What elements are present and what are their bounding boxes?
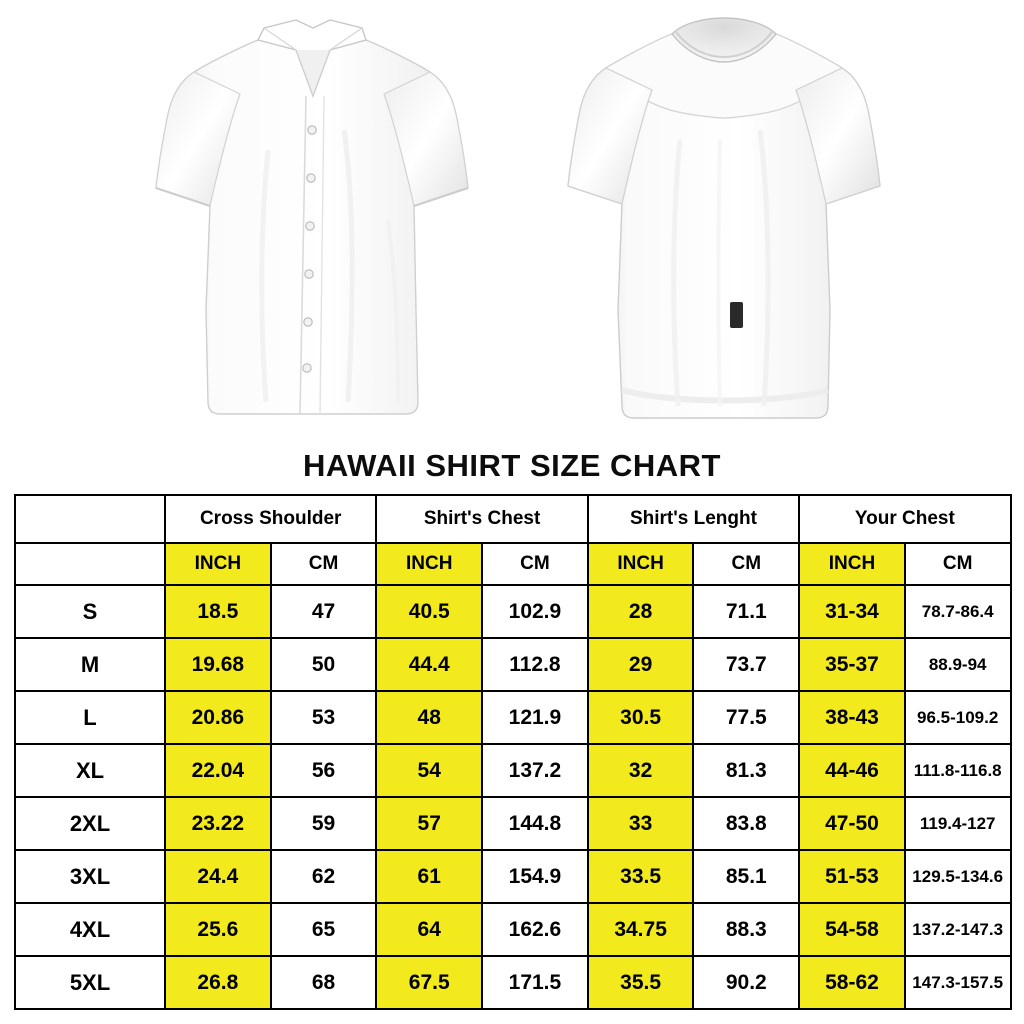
cell-cross-shoulder-cm: 56	[271, 744, 377, 797]
unit-cross-shoulder-inch: INCH	[165, 543, 271, 585]
cell-cross-shoulder-inch: 23.22	[165, 797, 271, 850]
cell-shirts-chest-cm: 121.9	[482, 691, 588, 744]
table-row	[15, 691, 1011, 744]
cell-cross-shoulder-cm: 62	[271, 850, 377, 903]
size-chart-table	[14, 494, 1012, 1010]
cell-cross-shoulder-cm: 47	[271, 585, 377, 638]
cell-your-chest-cm: 88.9-94	[905, 638, 1011, 691]
header-your-chest: Your Chest	[799, 495, 1010, 543]
table-unit-header-row	[15, 543, 1011, 585]
cell-cross-shoulder-inch: 18.5	[165, 585, 271, 638]
unit-shirts-length-cm: CM	[693, 543, 799, 585]
cell-cross-shoulder-inch: 25.6	[165, 903, 271, 956]
cell-shirts-length-inch: 35.5	[588, 956, 694, 1009]
cell-cross-shoulder-inch: 22.04	[165, 744, 271, 797]
table-row	[15, 850, 1011, 903]
cell-shirts-chest-cm: 162.6	[482, 903, 588, 956]
cell-shirts-length-inch: 30.5	[588, 691, 694, 744]
header-shirts-length: Shirt's Lenght	[588, 495, 799, 543]
cell-your-chest-inch: 44-46	[799, 744, 905, 797]
table-row	[15, 585, 1011, 638]
cell-cross-shoulder-cm: 50	[271, 638, 377, 691]
cell-your-chest-inch: 31-34	[799, 585, 905, 638]
cell-shirts-chest-inch: 44.4	[376, 638, 482, 691]
cell-shirts-length-inch: 32	[588, 744, 694, 797]
header-cross-shoulder: Cross Shoulder	[165, 495, 376, 543]
cell-your-chest-inch: 54-58	[799, 903, 905, 956]
cell-shirts-chest-inch: 67.5	[376, 956, 482, 1009]
cell-your-chest-cm: 119.4-127	[905, 797, 1011, 850]
cell-your-chest-cm: 137.2-147.3	[905, 903, 1011, 956]
cell-your-chest-inch: 35-37	[799, 638, 905, 691]
cell-shirts-chest-inch: 57	[376, 797, 482, 850]
page-title: HAWAII SHIRT SIZE CHART	[303, 448, 721, 483]
cell-your-chest-inch: 47-50	[799, 797, 905, 850]
header-corner-cell	[15, 495, 165, 543]
cell-shirts-length-cm: 71.1	[693, 585, 799, 638]
cell-your-chest-cm: 78.7-86.4	[905, 585, 1011, 638]
cell-shirts-length-cm: 88.3	[693, 903, 799, 956]
cell-your-chest-cm: 129.5-134.6	[905, 850, 1011, 903]
cell-cross-shoulder-cm: 68	[271, 956, 377, 1009]
table-row	[15, 638, 1011, 691]
shirt-front-image	[148, 10, 478, 430]
table-row	[15, 744, 1011, 797]
size-chart-table-wrap	[0, 494, 1024, 1010]
cell-cross-shoulder-cm: 53	[271, 691, 377, 744]
cell-shirts-length-inch: 29	[588, 638, 694, 691]
cell-shirts-chest-inch: 61	[376, 850, 482, 903]
cell-your-chest-cm: 147.3-157.5	[905, 956, 1011, 1009]
cell-shirts-length-cm: 90.2	[693, 956, 799, 1009]
unit-your-chest-inch: INCH	[799, 543, 905, 585]
unit-shirts-chest-inch: INCH	[376, 543, 482, 585]
cell-your-chest-cm: 111.8-116.8	[905, 744, 1011, 797]
shirt-illustrations	[0, 0, 1024, 446]
cell-shirts-length-inch: 34.75	[588, 903, 694, 956]
row-size-label: 5XL	[15, 956, 165, 1009]
cell-shirts-length-cm: 85.1	[693, 850, 799, 903]
table-row	[15, 903, 1011, 956]
row-size-label: M	[15, 638, 165, 691]
cell-shirts-chest-inch: 48	[376, 691, 482, 744]
unit-your-chest-cm: CM	[905, 543, 1011, 585]
unit-shirts-length-inch: INCH	[588, 543, 694, 585]
cell-cross-shoulder-inch: 20.86	[165, 691, 271, 744]
cell-shirts-chest-inch: 54	[376, 744, 482, 797]
cell-cross-shoulder-inch: 19.68	[165, 638, 271, 691]
cell-shirts-length-cm: 73.7	[693, 638, 799, 691]
cell-cross-shoulder-inch: 24.4	[165, 850, 271, 903]
cell-shirts-chest-cm: 112.8	[482, 638, 588, 691]
cell-your-chest-inch: 51-53	[799, 850, 905, 903]
row-size-label: 4XL	[15, 903, 165, 956]
cell-cross-shoulder-inch: 26.8	[165, 956, 271, 1009]
cell-cross-shoulder-cm: 65	[271, 903, 377, 956]
table-row	[15, 956, 1011, 1009]
unit-shirts-chest-cm: CM	[482, 543, 588, 585]
cell-shirts-chest-cm: 144.8	[482, 797, 588, 850]
cell-shirts-length-cm: 83.8	[693, 797, 799, 850]
cell-shirts-chest-inch: 40.5	[376, 585, 482, 638]
unit-corner-cell	[15, 543, 165, 585]
cell-cross-shoulder-cm: 59	[271, 797, 377, 850]
table-group-header-row	[15, 495, 1011, 543]
shirt-back-image	[560, 10, 890, 430]
cell-shirts-chest-inch: 64	[376, 903, 482, 956]
cell-shirts-length-inch: 33.5	[588, 850, 694, 903]
cell-your-chest-cm: 96.5-109.2	[905, 691, 1011, 744]
cell-your-chest-inch: 58-62	[799, 956, 905, 1009]
row-size-label: 3XL	[15, 850, 165, 903]
cell-shirts-length-inch: 33	[588, 797, 694, 850]
row-size-label: L	[15, 691, 165, 744]
cell-shirts-chest-cm: 137.2	[482, 744, 588, 797]
row-size-label: S	[15, 585, 165, 638]
cell-shirts-chest-cm: 102.9	[482, 585, 588, 638]
cell-shirts-length-cm: 81.3	[693, 744, 799, 797]
table-row	[15, 797, 1011, 850]
cell-shirts-length-cm: 77.5	[693, 691, 799, 744]
row-size-label: 2XL	[15, 797, 165, 850]
cell-shirts-chest-cm: 171.5	[482, 956, 588, 1009]
unit-cross-shoulder-cm: CM	[271, 543, 377, 585]
cell-shirts-length-inch: 28	[588, 585, 694, 638]
row-size-label: XL	[15, 744, 165, 797]
cell-your-chest-inch: 38-43	[799, 691, 905, 744]
cell-shirts-chest-cm: 154.9	[482, 850, 588, 903]
header-shirts-chest: Shirt's Chest	[376, 495, 587, 543]
